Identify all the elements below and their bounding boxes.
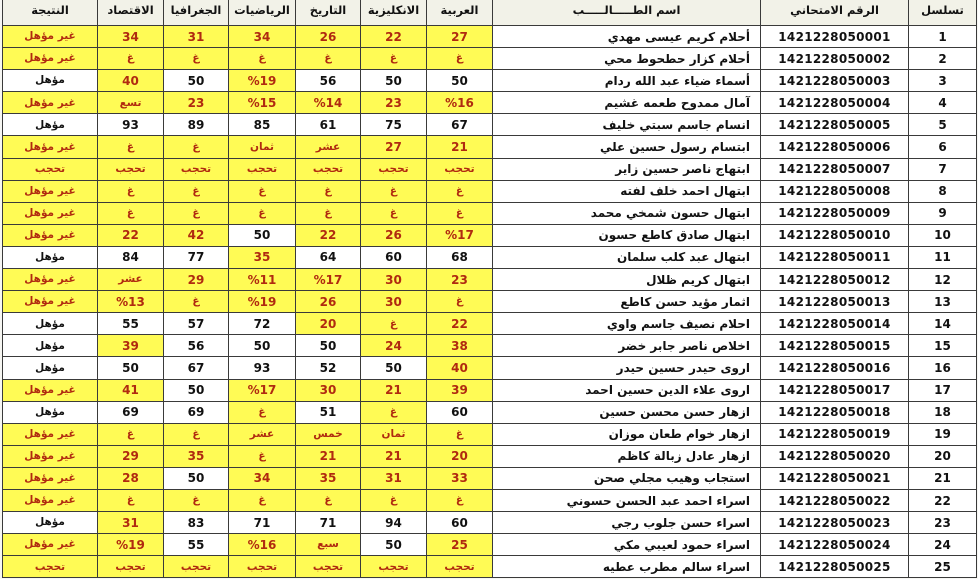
exam-number-cell: 1421228050017 [761,379,909,401]
geography-cell: 55 [164,534,229,556]
table-row [3,136,977,158]
history-cell: سبع [296,534,361,556]
math-cell: %11 [229,269,296,291]
serial-cell: 3 [909,70,977,92]
history-cell: %14 [296,92,361,114]
serial-cell: 8 [909,180,977,202]
table-body [3,26,977,578]
result-cell: تحجب [3,158,98,180]
result-cell: مؤهل [3,246,98,268]
geography-cell: 89 [164,114,229,136]
english-cell: 27 [361,136,427,158]
history-cell: غ [296,48,361,70]
arabic-cell: 50 [427,70,493,92]
result-cell: غير مؤهل [3,489,98,511]
geography-cell: 31 [164,26,229,48]
result-cell: غير مؤهل [3,379,98,401]
english-cell: غ [361,48,427,70]
math-cell: 50 [229,224,296,246]
serial-cell: 1 [909,26,977,48]
serial-cell: 13 [909,291,977,313]
economics-cell: %19 [98,534,164,556]
result-cell: غير مؤهل [3,224,98,246]
header-exam-number: الرقم الامتحاني [761,0,909,26]
english-cell: غ [361,180,427,202]
serial-cell: 24 [909,534,977,556]
economics-cell: 29 [98,445,164,467]
exam-number-cell: 1421228050011 [761,246,909,268]
math-cell: %15 [229,92,296,114]
table-row [3,534,977,556]
student-name-cell: أسماء ضياء عبد الله ردام [493,70,761,92]
exam-number-cell: 1421228050010 [761,224,909,246]
header-result: النتيجة [3,0,98,26]
history-cell: خمس [296,423,361,445]
arabic-cell: 68 [427,246,493,268]
english-cell: غ [361,313,427,335]
english-cell: 26 [361,224,427,246]
table-row [3,114,977,136]
result-cell: مؤهل [3,70,98,92]
math-cell: 34 [229,467,296,489]
arabic-cell: تحجب [427,556,493,578]
economics-cell: %13 [98,291,164,313]
arabic-cell: 33 [427,467,493,489]
history-cell: 56 [296,70,361,92]
arabic-cell: 38 [427,335,493,357]
exam-number-cell: 1421228050002 [761,48,909,70]
exam-number-cell: 1421228050023 [761,512,909,534]
economics-cell: عشر [98,269,164,291]
arabic-cell: تحجب [427,158,493,180]
english-cell: 50 [361,357,427,379]
student-name-cell: انسام جاسم سبتي خليف [493,114,761,136]
math-cell: غ [229,48,296,70]
serial-cell: 22 [909,489,977,511]
table-row [3,401,977,423]
english-cell: 21 [361,379,427,401]
arabic-cell: 67 [427,114,493,136]
arabic-cell: غ [427,489,493,511]
math-cell: 35 [229,246,296,268]
table-row [3,48,977,70]
geography-cell: 77 [164,246,229,268]
header-math: الرياضيات [229,0,296,26]
serial-cell: 21 [909,467,977,489]
table-row [3,445,977,467]
serial-cell: 11 [909,246,977,268]
math-cell: %16 [229,534,296,556]
table-row [3,379,977,401]
english-cell: ثمان [361,423,427,445]
arabic-cell: غ [427,423,493,445]
history-cell: 26 [296,291,361,313]
arabic-cell: 21 [427,136,493,158]
geography-cell: 50 [164,379,229,401]
math-cell: 85 [229,114,296,136]
history-cell: 51 [296,401,361,423]
economics-cell: 40 [98,70,164,92]
student-name-cell: ازهار حسن محسن حسين [493,401,761,423]
english-cell: 30 [361,291,427,313]
table-row [3,202,977,224]
serial-cell: 18 [909,401,977,423]
result-cell: مؤهل [3,512,98,534]
student-name-cell: ابتهاج ناصر حسين زاير [493,158,761,180]
english-cell: 30 [361,269,427,291]
serial-cell: 14 [909,313,977,335]
exam-number-cell: 1421228050021 [761,467,909,489]
result-cell: غير مؤهل [3,534,98,556]
economics-cell: تسع [98,92,164,114]
history-cell: 64 [296,246,361,268]
math-cell: 72 [229,313,296,335]
serial-cell: 20 [909,445,977,467]
geography-cell: غ [164,180,229,202]
economics-cell: تحجب [98,556,164,578]
economics-cell: غ [98,136,164,158]
history-cell: غ [296,489,361,511]
exam-number-cell: 1421228050006 [761,136,909,158]
table-row [3,423,977,445]
geography-cell: 35 [164,445,229,467]
english-cell: غ [361,489,427,511]
economics-cell: غ [98,489,164,511]
student-name-cell: استجاب وهيب مجلي صحن [493,467,761,489]
table-row [3,335,977,357]
arabic-cell: 20 [427,445,493,467]
english-cell: 21 [361,445,427,467]
geography-cell: تحجب [164,556,229,578]
serial-cell: 25 [909,556,977,578]
student-name-cell: اسراء سالم مطرب عطيه [493,556,761,578]
english-cell: 50 [361,534,427,556]
geography-cell: 56 [164,335,229,357]
table-row [3,269,977,291]
table-row [3,467,977,489]
serial-cell: 6 [909,136,977,158]
result-cell: غير مؤهل [3,423,98,445]
english-cell: غ [361,202,427,224]
english-cell: 22 [361,26,427,48]
student-name-cell: أحلام كزار حطحوط محي [493,48,761,70]
serial-cell: 9 [909,202,977,224]
student-name-cell: ازهار عادل زبالة كاظم [493,445,761,467]
math-cell: 34 [229,26,296,48]
result-cell: غير مؤهل [3,445,98,467]
math-cell: غ [229,180,296,202]
economics-cell: 41 [98,379,164,401]
economics-cell: غ [98,423,164,445]
student-name-cell: ابتهال صادق كاطع حسون [493,224,761,246]
table-row [3,92,977,114]
serial-cell: 15 [909,335,977,357]
student-name-cell: احلام نصيف جاسم واوي [493,313,761,335]
header-geography: الجغرافيا [164,0,229,26]
math-cell: غ [229,445,296,467]
header-student-name: اسم الطـــــالـــــب [493,0,761,26]
geography-cell: غ [164,489,229,511]
history-cell: 50 [296,335,361,357]
student-name-cell: ابتهال كريم ظلال [493,269,761,291]
geography-cell: 57 [164,313,229,335]
math-cell: %19 [229,70,296,92]
header-economics: الاقتصاد [98,0,164,26]
economics-cell: 84 [98,246,164,268]
student-name-cell: ابتهال احمد خلف لفته [493,180,761,202]
header-serial: تسلسل [909,0,977,26]
student-name-cell: اسراء حسن جلوب رجي [493,512,761,534]
english-cell: تحجب [361,158,427,180]
math-cell: تحجب [229,158,296,180]
arabic-cell: غ [427,180,493,202]
arabic-cell: 27 [427,26,493,48]
geography-cell: غ [164,136,229,158]
economics-cell: 55 [98,313,164,335]
serial-cell: 17 [909,379,977,401]
table-row [3,291,977,313]
economics-cell: 50 [98,357,164,379]
student-name-cell: أحلام كريم عيسى مهدي [493,26,761,48]
header-english: الانكليزية [361,0,427,26]
arabic-cell: غ [427,48,493,70]
exam-number-cell: 1421228050008 [761,180,909,202]
history-cell: تحجب [296,158,361,180]
economics-cell: 31 [98,512,164,534]
student-name-cell: اروى حيدر حسين حيدر [493,357,761,379]
arabic-cell: %17 [427,224,493,246]
arabic-cell: غ [427,291,493,313]
history-cell: 20 [296,313,361,335]
history-cell: تحجب [296,556,361,578]
table-row [3,180,977,202]
economics-cell: 22 [98,224,164,246]
math-cell: %19 [229,291,296,313]
table-row [3,489,977,511]
arabic-cell: 60 [427,401,493,423]
student-name-cell: اخلاص ناصر جابر خضر [493,335,761,357]
exam-number-cell: 1421228050025 [761,556,909,578]
economics-cell: 28 [98,467,164,489]
math-cell: عشر [229,423,296,445]
english-cell: 23 [361,92,427,114]
arabic-cell: 39 [427,379,493,401]
english-cell: 31 [361,467,427,489]
english-cell: 94 [361,512,427,534]
arabic-cell: 23 [427,269,493,291]
english-cell: 75 [361,114,427,136]
result-cell: غير مؤهل [3,202,98,224]
history-cell: %17 [296,269,361,291]
geography-cell: غ [164,202,229,224]
exam-number-cell: 1421228050014 [761,313,909,335]
result-cell: مؤهل [3,401,98,423]
serial-cell: 5 [909,114,977,136]
geography-cell: 42 [164,224,229,246]
table-row [3,357,977,379]
geography-cell: غ [164,423,229,445]
exam-number-cell: 1421228050005 [761,114,909,136]
exam-number-cell: 1421228050018 [761,401,909,423]
exam-number-cell: 1421228050004 [761,92,909,114]
arabic-cell: 60 [427,512,493,534]
serial-cell: 2 [909,48,977,70]
result-cell: مؤهل [3,313,98,335]
geography-cell: 50 [164,467,229,489]
result-cell: غير مؤهل [3,48,98,70]
economics-cell: غ [98,48,164,70]
math-cell: %17 [229,379,296,401]
economics-cell: 93 [98,114,164,136]
history-cell: غ [296,202,361,224]
economics-cell: 69 [98,401,164,423]
result-cell: غير مؤهل [3,291,98,313]
table-row [3,158,977,180]
arabic-cell: غ [427,202,493,224]
arabic-cell: %16 [427,92,493,114]
history-cell: غ [296,180,361,202]
economics-cell: 34 [98,26,164,48]
math-cell: تحجب [229,556,296,578]
table-row [3,313,977,335]
geography-cell: غ [164,291,229,313]
english-cell: غ [361,401,427,423]
math-cell: 93 [229,357,296,379]
geography-cell: غ [164,48,229,70]
geography-cell: 50 [164,70,229,92]
history-cell: 30 [296,379,361,401]
history-cell: 71 [296,512,361,534]
exam-number-cell: 1421228050012 [761,269,909,291]
exam-number-cell: 1421228050003 [761,70,909,92]
exam-number-cell: 1421228050020 [761,445,909,467]
economics-cell: غ [98,180,164,202]
result-cell: تحجب [3,556,98,578]
exam-number-cell: 1421228050015 [761,335,909,357]
result-cell: غير مؤهل [3,92,98,114]
geography-cell: تحجب [164,158,229,180]
math-cell: ثمان [229,136,296,158]
math-cell: 71 [229,512,296,534]
exam-number-cell: 1421228050009 [761,202,909,224]
english-cell: 24 [361,335,427,357]
math-cell: غ [229,489,296,511]
student-name-cell: ابتسام رسول حسين علي [493,136,761,158]
student-name-cell: اسراء احمد عبد الحسن حسوني [493,489,761,511]
english-cell: 50 [361,70,427,92]
exam-number-cell: 1421228050016 [761,357,909,379]
header-arabic: العربية [427,0,493,26]
exam-number-cell: 1421228050013 [761,291,909,313]
result-cell: غير مؤهل [3,180,98,202]
exam-number-cell: 1421228050019 [761,423,909,445]
student-name-cell: ازهار خوام طعان موزان [493,423,761,445]
student-name-cell: اثمار مؤيد حسن كاطع [493,291,761,313]
result-cell: مؤهل [3,335,98,357]
geography-cell: 83 [164,512,229,534]
history-cell: 35 [296,467,361,489]
exam-number-cell: 1421228050022 [761,489,909,511]
serial-cell: 12 [909,269,977,291]
table-row [3,246,977,268]
exam-number-cell: 1421228050007 [761,158,909,180]
exam-number-cell: 1421228050001 [761,26,909,48]
arabic-cell: 25 [427,534,493,556]
student-name-cell: ابتهال حسون شمخي محمد [493,202,761,224]
serial-cell: 10 [909,224,977,246]
result-cell: غير مؤهل [3,136,98,158]
table-row [3,70,977,92]
header-row [3,0,977,26]
history-cell: عشر [296,136,361,158]
header-history: التاريخ [296,0,361,26]
math-cell: 50 [229,335,296,357]
table-row [3,224,977,246]
serial-cell: 23 [909,512,977,534]
student-name-cell: اسراء حمود لعيبي مكي [493,534,761,556]
result-cell: مؤهل [3,357,98,379]
economics-cell: تحجب [98,158,164,180]
exam-number-cell: 1421228050024 [761,534,909,556]
history-cell: 61 [296,114,361,136]
result-cell: غير مؤهل [3,26,98,48]
serial-cell: 19 [909,423,977,445]
serial-cell: 4 [909,92,977,114]
table-row [3,26,977,48]
arabic-cell: 22 [427,313,493,335]
history-cell: 26 [296,26,361,48]
student-name-cell: آمال ممدوح طعمه غشيم [493,92,761,114]
serial-cell: 16 [909,357,977,379]
results-table [2,0,977,578]
math-cell: غ [229,401,296,423]
geography-cell: 29 [164,269,229,291]
english-cell: 60 [361,246,427,268]
geography-cell: 69 [164,401,229,423]
table-row [3,512,977,534]
geography-cell: 23 [164,92,229,114]
arabic-cell: 40 [427,357,493,379]
economics-cell: 39 [98,335,164,357]
english-cell: تحجب [361,556,427,578]
geography-cell: 67 [164,357,229,379]
history-cell: 52 [296,357,361,379]
math-cell: غ [229,202,296,224]
result-cell: مؤهل [3,114,98,136]
history-cell: 21 [296,445,361,467]
history-cell: 22 [296,224,361,246]
student-name-cell: اروى علاء الدين حسين احمد [493,379,761,401]
serial-cell: 7 [909,158,977,180]
student-name-cell: ابتهال عبد كلب سلمان [493,246,761,268]
result-cell: غير مؤهل [3,467,98,489]
result-cell: غير مؤهل [3,269,98,291]
table-row [3,556,977,578]
economics-cell: غ [98,202,164,224]
